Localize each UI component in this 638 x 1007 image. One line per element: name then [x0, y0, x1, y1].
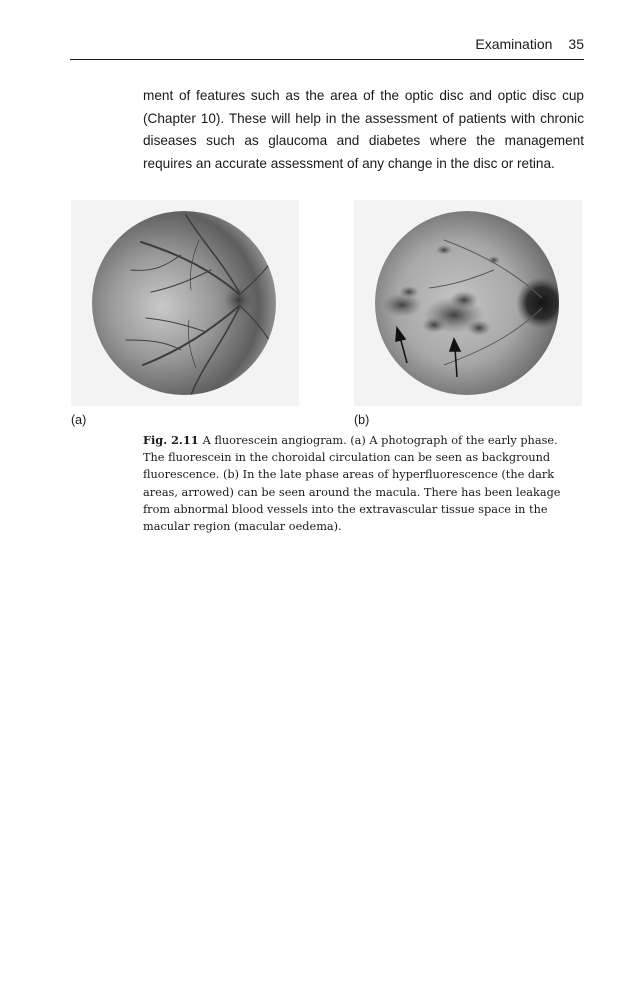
section-title: Examination — [475, 36, 553, 52]
page-number: 35 — [568, 36, 584, 52]
fundus-photo-late-phase — [354, 200, 582, 406]
running-head — [70, 36, 584, 52]
panel-a-label: (a) — [71, 413, 87, 427]
figure-number: Fig. 2.11 — [143, 433, 199, 447]
body-paragraph: ment of features such as the area of the optic disc and optic disc cup (Chapter 10). These will help in the assessment of patients with chronic diseases such as glaucoma and diabetes where the management requires an accurate assessment of any change in the disc or retina. — [143, 88, 584, 172]
figure-caption — [143, 432, 573, 535]
header-rule — [70, 59, 584, 60]
fundus-photo-early-phase — [71, 200, 299, 406]
panel-b-label: (b) — [354, 413, 370, 427]
figure-caption-text: A fluorescein angiogram. (a) A photograph of the early phase. The fluorescein in the choroidal circulation can be seen as background fluorescence. (b) In the late phase areas of hyperfluorescence (the dark areas, arrowed) can be seen around the macula. There has been leakage from abnormal blood vessels into the extravascular tissue space in the macular region (macular oedema). — [143, 434, 561, 534]
